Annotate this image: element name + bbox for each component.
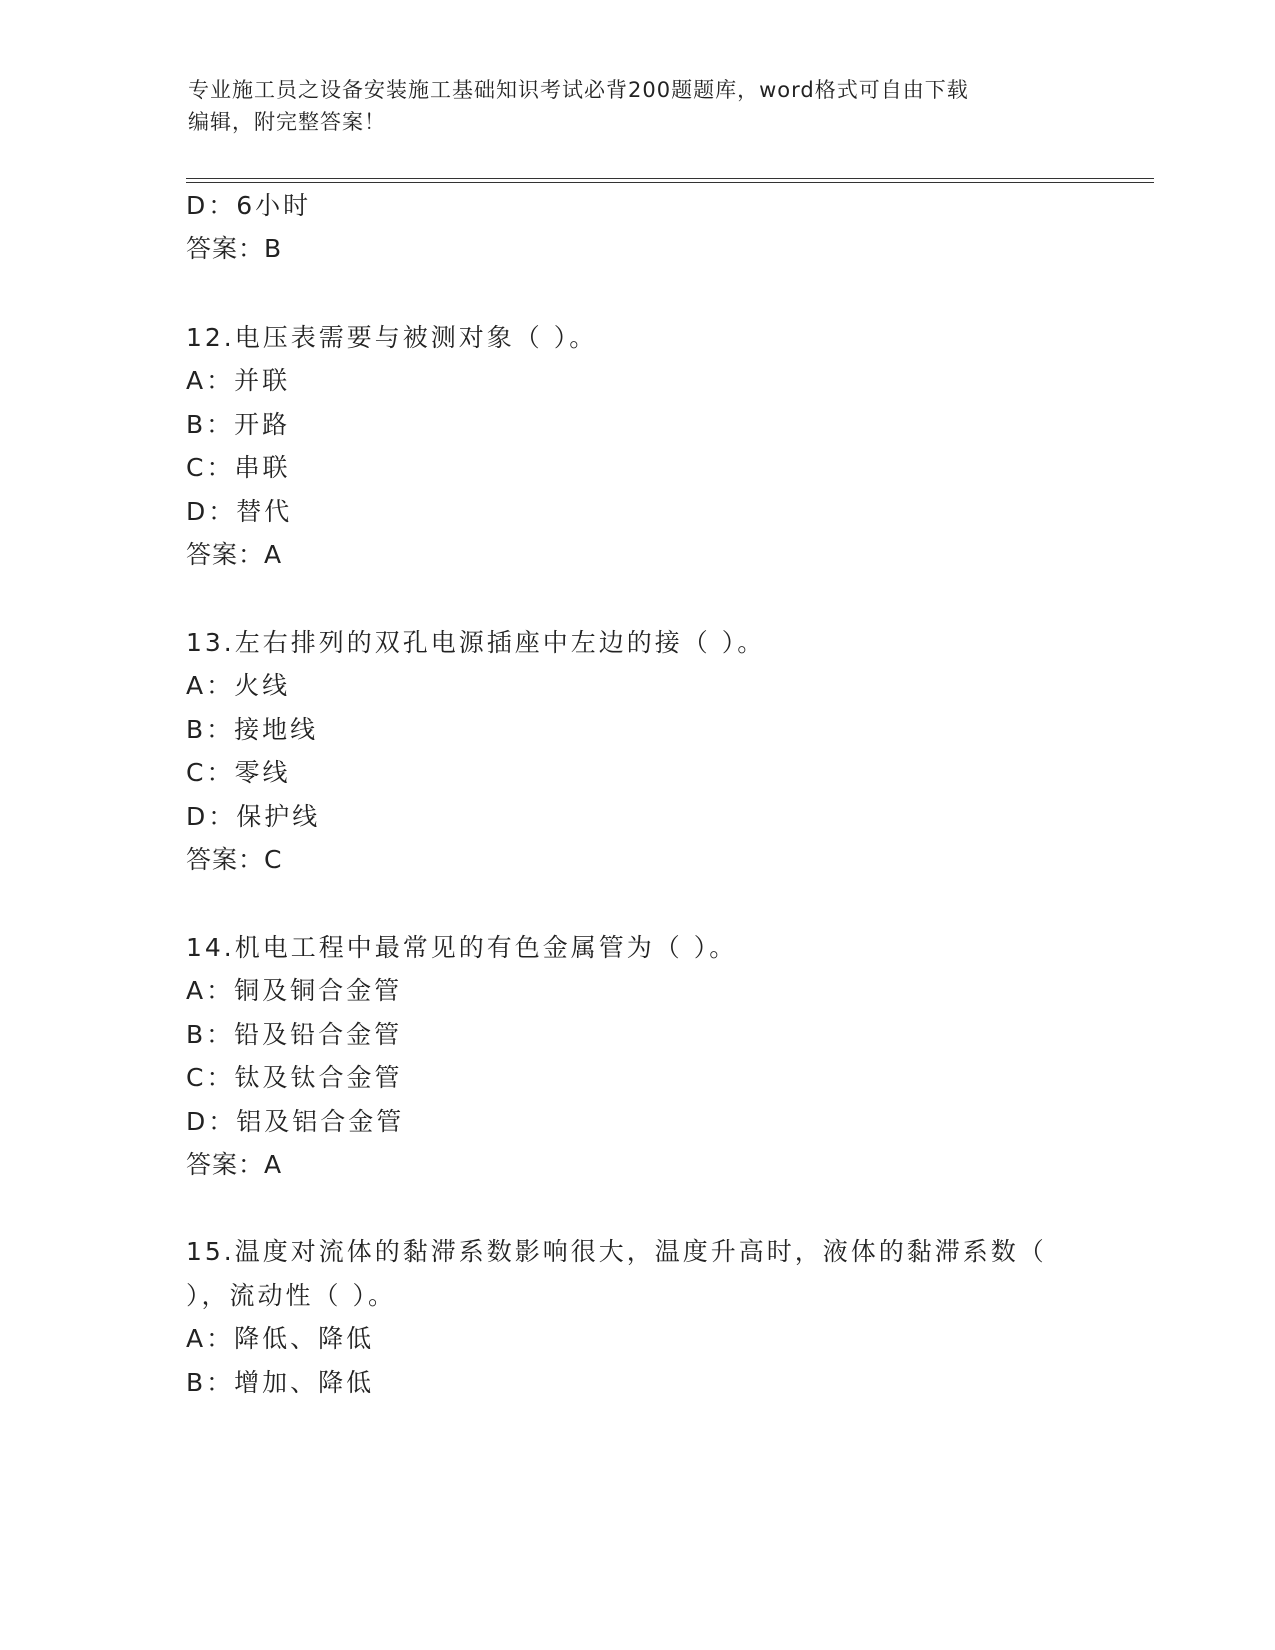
header-line-2: 编辑，附完整答案！ [188,110,386,134]
q12-option-b: B：开路 [186,410,291,439]
q13-option-b: B：接地线 [186,715,319,744]
header-line-1: 专业施工员之设备安装施工基础知识考试必背200题题库，word格式可自由下载 [188,78,969,102]
header-divider [186,178,1154,183]
q12-option-d: D：替代 [186,497,293,526]
q15-stem-line-2: ），流动性（ ）。 [186,1281,396,1310]
q12-stem: 12.电压表需要与被测对象（ ）。 [186,323,598,352]
q11-answer: 答案：B [186,234,283,263]
q15-stem-line-1: 15.温度对流体的黏滞系数影响很大，温度升高时，液体的黏滞系数（ [186,1237,1047,1266]
q13-option-c: C：零线 [186,758,291,787]
q12-option-c: C：串联 [186,453,291,482]
q14-answer: 答案：A [186,1150,283,1179]
q12-answer: 答案：A [186,540,283,569]
document-header [188,74,1088,138]
q13-option-d: D：保护线 [186,802,321,831]
q14-option-b: B：铅及铅合金管 [186,1020,403,1049]
q14-option-c: C：钛及钛合金管 [186,1063,403,1092]
q15-option-a: A：降低、降低 [186,1324,375,1353]
q13-stem: 13.左右排列的双孔电源插座中左边的接（ ）。 [186,628,766,657]
q14-option-d: D：铝及铝合金管 [186,1107,405,1136]
q14-option-a: A：铜及铜合金管 [186,976,403,1005]
q12-option-a: A：并联 [186,366,291,395]
q13-answer: 答案：C [186,845,283,874]
q15-option-b: B：增加、降低 [186,1368,375,1397]
q13-option-a: A：火线 [186,671,291,700]
q14-stem: 14.机电工程中最常见的有色金属管为（ ）。 [186,933,738,962]
q11-option-d: D：6小时 [186,191,312,220]
